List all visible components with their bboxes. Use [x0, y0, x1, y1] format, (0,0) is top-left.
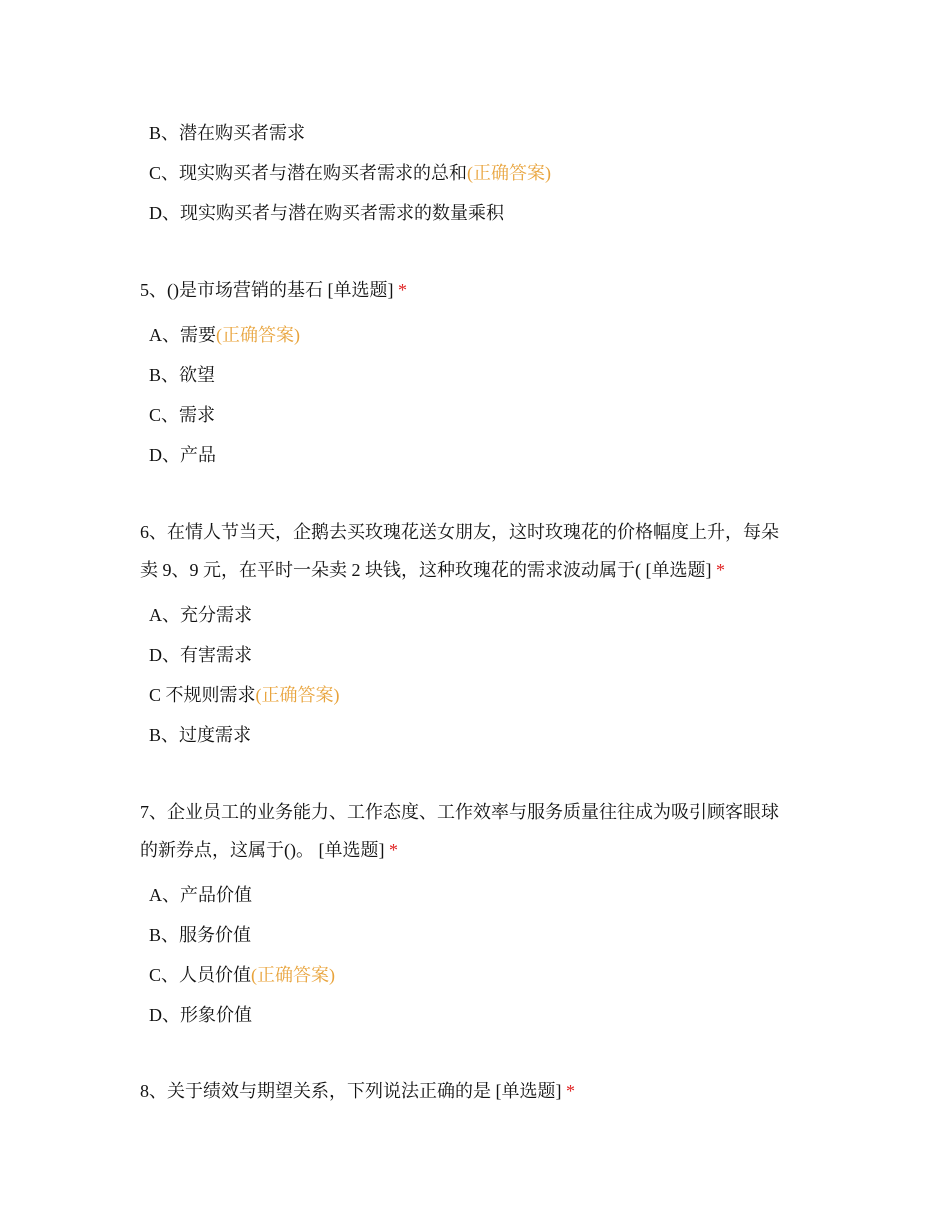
q6-option-b[interactable] — [149, 723, 251, 747]
q7-option-b[interactable] — [149, 923, 251, 947]
correct-answer-tag: (正确答案) — [251, 965, 336, 985]
q4-option-c[interactable] — [149, 161, 551, 185]
q7-option-a[interactable] — [149, 883, 252, 907]
q7-option-c[interactable] — [149, 963, 335, 987]
option-text: B、过度需求 — [149, 725, 252, 745]
question-text: 8、关于绩效与期望关系，下列说法正确的是 [单选题] — [140, 1081, 562, 1101]
option-text: C 不规则需求 — [149, 685, 256, 705]
required-mark: * — [566, 1081, 575, 1101]
q6-option-d[interactable] — [149, 643, 252, 667]
required-mark: * — [715, 560, 725, 580]
question-text: 卖 9、9 元，在平时一朵卖 2 块钱，这种玫瑰花的需求波动属于( [单选题] — [140, 560, 712, 580]
required-mark: * — [397, 280, 407, 300]
q5-option-a[interactable] — [149, 323, 300, 347]
question-text: 6、在情人节当天，企鹅去买玫瑰花送女朋友，这时玫瑰花的价格幅度上升，每朵 — [140, 522, 779, 542]
q5-option-d[interactable] — [149, 443, 216, 467]
correct-answer-tag: (正确答案) — [216, 325, 300, 345]
question-text: 的新券点，这属于()。 [单选题] — [140, 840, 385, 860]
q6-option-a[interactable] — [149, 603, 252, 627]
option-text: D、产品 — [149, 445, 216, 465]
correct-answer-tag: (正确答案) — [255, 685, 340, 705]
q6-option-c[interactable] — [149, 683, 340, 707]
q4-option-b[interactable] — [149, 121, 305, 145]
q7-option-d[interactable] — [149, 1003, 252, 1027]
correct-answer-tag: (正确答案) — [467, 163, 552, 183]
q5-option-c[interactable] — [149, 403, 215, 427]
option-text: B、服务价值 — [149, 925, 252, 945]
q5-option-b[interactable] — [149, 363, 215, 387]
q5-title — [140, 278, 407, 302]
q4-option-d[interactable] — [149, 201, 504, 225]
q7-title-line2 — [140, 838, 398, 862]
q6-title-line1 — [140, 520, 779, 544]
question-text: 7、企业员工的业务能力、工作态度、工作效率与服务质量往往成为吸引顾客眼球 — [140, 802, 779, 822]
option-text: A、产品价值 — [149, 885, 252, 905]
option-text: D、现实购买者与潜在购买者需求的数量乘积 — [149, 203, 504, 223]
option-text: D、有害需求 — [149, 645, 252, 665]
option-text: D、形象价值 — [149, 1005, 252, 1025]
question-text: 5、()是市场营销的基石 [单选题] — [140, 280, 394, 300]
required-mark: * — [388, 840, 398, 860]
option-text: A、充分需求 — [149, 605, 252, 625]
q8-title — [140, 1079, 575, 1103]
option-text: C、需求 — [149, 405, 216, 425]
option-text: B、欲望 — [149, 365, 216, 385]
q7-title-line1 — [140, 800, 779, 824]
option-text: B、潜在购买者需求 — [149, 123, 306, 143]
option-text: A、需要 — [149, 325, 216, 345]
option-text: C、人员价值 — [149, 965, 252, 985]
q6-title-line2 — [140, 558, 725, 582]
option-text: C、现实购买者与潜在购买者需求的总和 — [149, 163, 468, 183]
